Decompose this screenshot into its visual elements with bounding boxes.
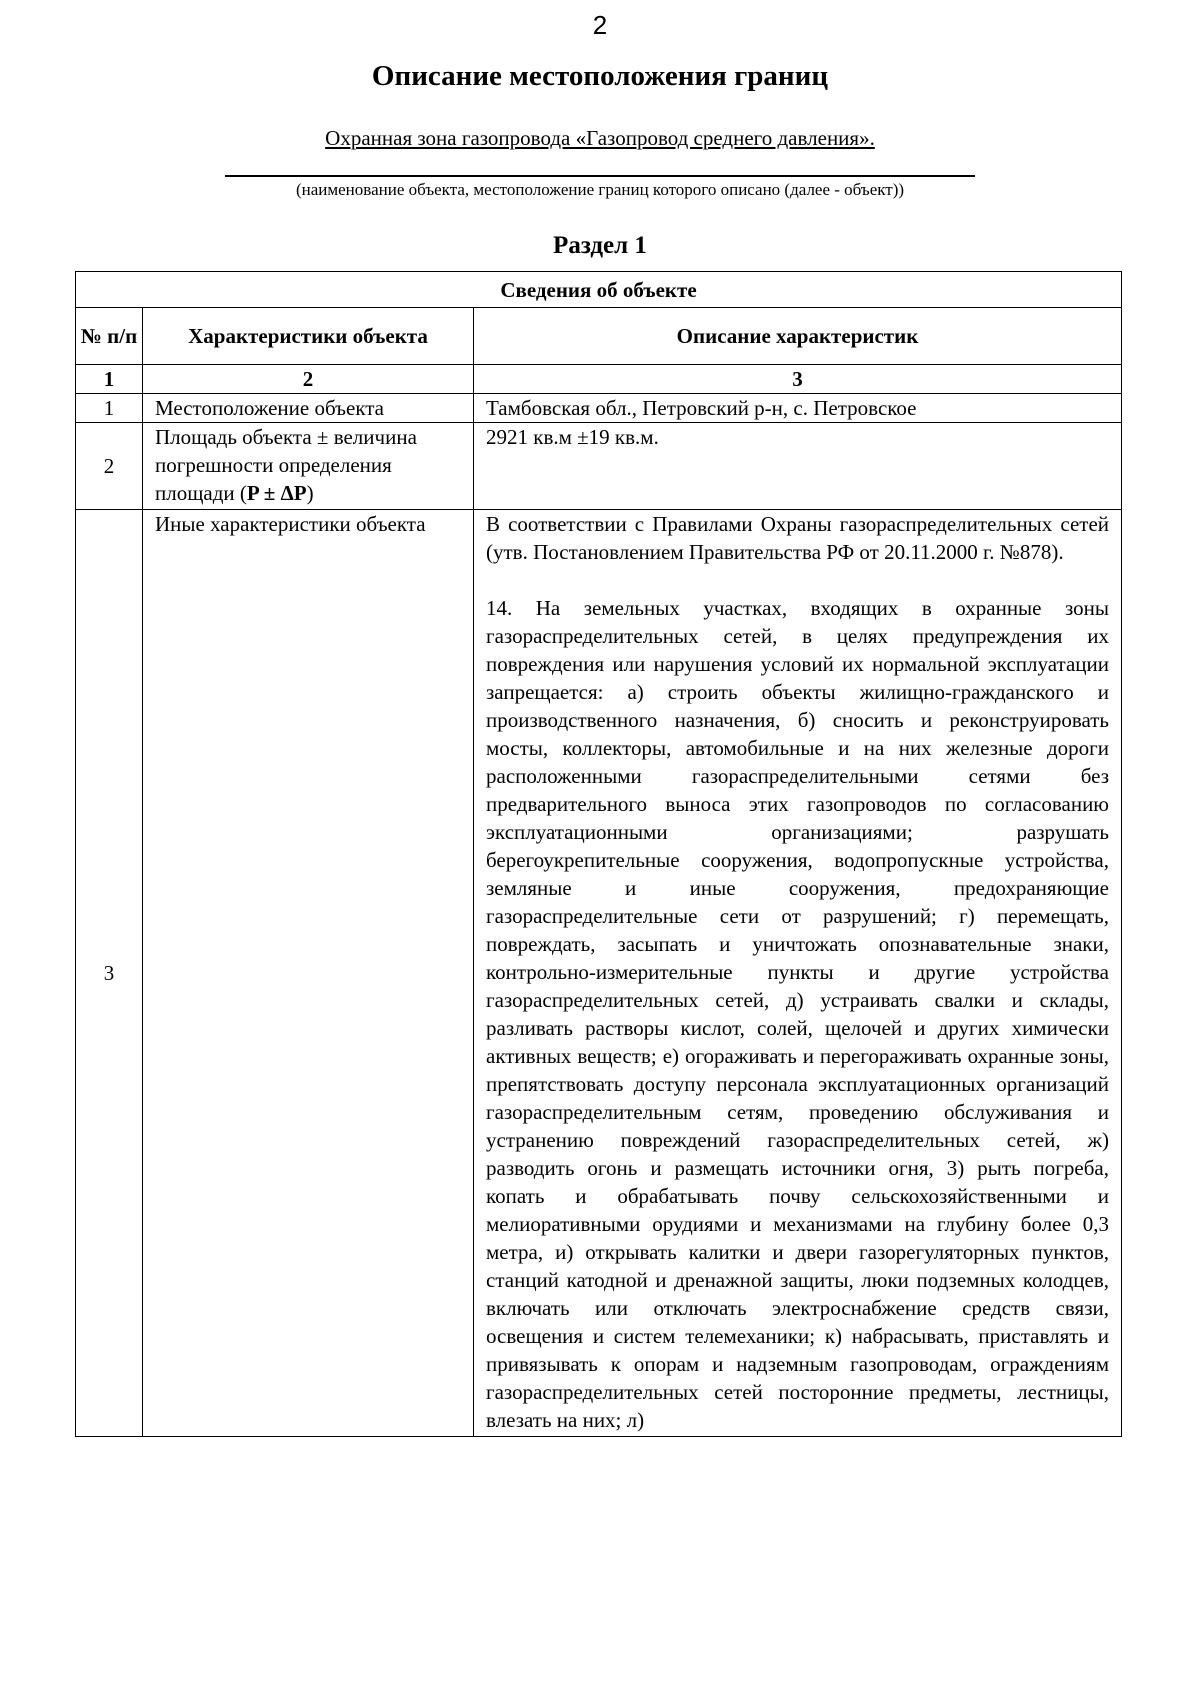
column-number: 3: [474, 365, 1122, 394]
formula-text: P ± ΔP: [246, 481, 307, 505]
object-name: Охранная зона газопровода «Газопровод среднего давления».: [325, 126, 875, 150]
table-caption: Сведения об объекте: [76, 272, 1122, 308]
paragraph-spacer: [486, 566, 1109, 594]
description-paragraph: 14. На земельных участках, входящих в охранные зоны газораспределительных сетей, в целях предупреждения их повреждения или нарушения условий их нормальной эксплуатации запрещается: а) строить объекты жилищно-гражданского и производственного назначения, б) сносить и реконструировать мосты, коллекторы, автомобильные и на них железные дороги расположенными газораспределительными сетями без предварительного выноса этих газопроводов по согласованию эксплуатационными организациями; разрушать берегоукрепительные сооружения, водопропускные устройства, земляные и иные сооружения, предохраняющие газораспределительные сети от разрушений; г) перемещать, повреждать, засыпать и уничтожать опознавательные знаки, контрольно-измерительные пункты и другие устройства газораспределительных сетей, д) устраивать свалки и склады, разливать растворы кислот, солей, щелочей и других химически активных веществ; е) огораживать и перегораживать охранные зоны, препятствовать доступу персонала эксплуатационных организаций газораспределительным сетям, проведению обслуживания и устранению повреждений газораспределительных сетей, ж) разводить огонь и размещать источники огня, 3) рыть погреба, копать и обрабатывать почву сельскохозяйственными и мелиоративными орудиями и механизмами на глубину более 0,3 метра, и) открывать калитки и двери газорегуляторных пунктов, станций катодной и дренажной защиты, люки подземных колодцев, включать или отключать электроснабжение средств связи, освещения и систем телемеханики; к) набрасывать, приставлять и привязывать к опорам и надземным газопроводам, ограждениям газораспределительных сетей посторонние предметы, лестницы, влезать на них; л): [486, 596, 1109, 1432]
row-number: 3: [76, 510, 143, 1437]
column-number: 1: [76, 365, 143, 394]
characteristic-text: Площадь объекта ± величина погрешности определения площади (: [155, 425, 417, 505]
column-number: 2: [143, 365, 474, 394]
column-number-row: [76, 365, 1122, 394]
row-number: 2: [76, 423, 143, 510]
row-description: 2921 кв.м ±19 кв.м.: [474, 423, 1122, 510]
characteristic-tail: ): [306, 481, 314, 505]
header-num: № п/п: [76, 308, 143, 365]
row-number: 1: [76, 394, 143, 423]
row-description: Тамбовская обл., Петровский р-н, с. Петровское: [474, 394, 1122, 423]
object-caption: (наименование объекта, местоположение границ которого описано (далее - объект)): [295, 180, 905, 199]
row-characteristic: Иные характеристики объекта: [143, 510, 474, 1437]
document-title: Описание местоположения границ: [371, 60, 829, 92]
row-characteristic: [143, 423, 474, 510]
row-description: [474, 510, 1122, 1437]
page-number: 2: [592, 10, 608, 40]
table-row: [76, 510, 1122, 1437]
table-row: [76, 394, 1122, 423]
header-characteristics: Характеристики объекта: [143, 308, 474, 365]
object-info-table: [75, 271, 1122, 1437]
table-header-row: [76, 308, 1122, 365]
underline-rule: [225, 175, 975, 177]
description-paragraph: В соответствии с Правилами Охраны газораспределительных сетей (утв. Постановлением Правительства РФ от 20.11.2000 г. №878).: [486, 512, 1109, 564]
row-characteristic: Местоположение объекта: [143, 394, 474, 423]
table-row: [76, 423, 1122, 510]
section-title: Раздел 1: [553, 232, 647, 259]
header-description: Описание характеристик: [474, 308, 1122, 365]
table-caption-row: [76, 272, 1122, 308]
